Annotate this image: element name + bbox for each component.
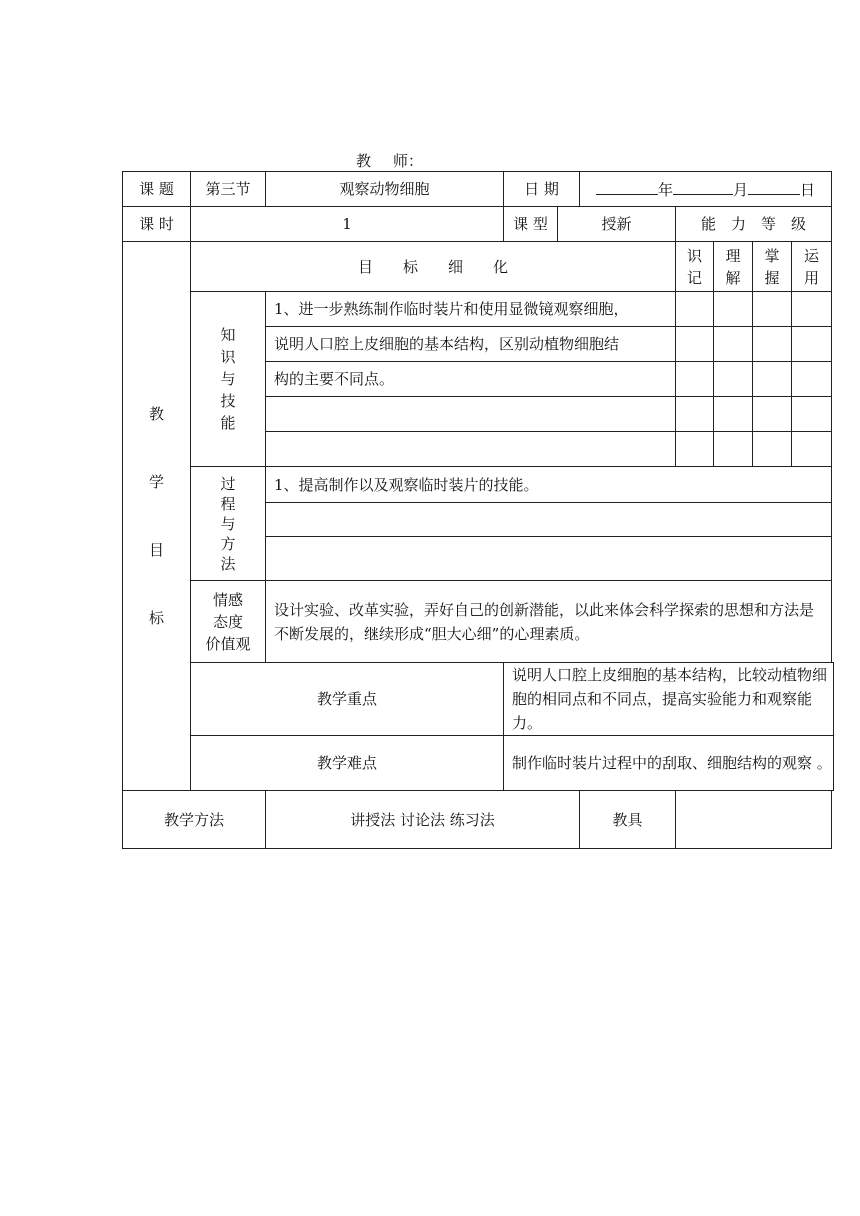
level-cell [714,362,753,397]
tools-label: 教具 [580,791,676,849]
topic-row [123,172,834,207]
process-char-2: 程 [220,494,236,513]
knowledge-char-3: 与 [220,370,236,388]
day-blank [748,178,800,195]
day-label: 日 [800,180,816,199]
emotion-text: 设计实验、改革实验，弄好自己的创新潜能，以此来体会科学探索的思想和方法是不断发展的，继续形成“胆大心细”的心理素质。 [266,581,832,663]
knowledge-row [123,292,834,327]
goal-char-1: 教 [148,405,164,423]
difficulties-text: 制作临时装片过程中的刮取、细胞结构的观察 。 [504,736,834,791]
process-line-2 [266,503,832,537]
level-cell [676,397,714,432]
month-blank [673,178,733,195]
level-cell [714,432,753,467]
type-value: 授新 [558,207,676,242]
knowledge-char-1: 知 [220,326,236,344]
level-cell [753,362,792,397]
process-line-1: 1、提高制作以及观察临时装片的技能。 [266,467,832,503]
knowledge-line-5 [266,432,676,467]
tools-value [676,791,832,849]
teacher-line [356,150,423,171]
level-recall: 识 记 [676,242,714,292]
ability-label: 能 力 等 级 [676,207,832,242]
teaching-goals-label [123,242,191,791]
key-points-label: 教学重点 [191,663,504,736]
methods-label: 教学方法 [123,791,266,849]
methods-text: 讲授法 讨论法 练习法 [266,791,580,849]
knowledge-char-5: 能 [220,414,236,432]
lesson-title: 观察动物细胞 [266,172,504,207]
knowledge-char-2: 识 [220,348,236,366]
emotion-label-1: 情感 [212,590,243,609]
key-points-text: 说明人口腔上皮细胞的基本结构，比较动植物细胞的相同点和不同点，提高实验能力和观察能力。 [504,663,834,736]
knowledge-line-4 [266,397,676,432]
level-cell [753,327,792,362]
date-field [580,172,832,207]
month-label: 月 [733,180,749,199]
period-label: 课 时 [123,207,191,242]
level-cell [676,432,714,467]
section-cell: 第三节 [191,172,266,207]
key-points-row [123,663,834,736]
level-cell [792,362,832,397]
knowledge-char-4: 技 [220,392,236,410]
process-char-5: 法 [220,554,236,573]
process-char-3: 与 [220,514,236,533]
emotion-row [123,581,834,663]
level-cell [714,292,753,327]
knowledge-label [191,292,266,467]
level-cell [753,292,792,327]
goal-char-2: 学 [148,473,164,491]
process-char-1: 过 [220,474,236,493]
level-cell [753,397,792,432]
detail-header: 目 标 细 化 [191,242,676,292]
level-cell [792,432,832,467]
process-char-4: 方 [220,534,236,553]
goal-char-3: 目 [148,541,164,559]
level-cell [676,362,714,397]
topic-label: 课 题 [123,172,191,207]
emotion-label-2: 态度 [212,612,243,631]
knowledge-line-1: 1、进一步熟练制作临时装片和使用显微镜观察细胞， [266,292,676,327]
level-understand: 理 解 [714,242,753,292]
level-cell [753,432,792,467]
level-cell [714,327,753,362]
knowledge-line-3: 构的主要不同点。 [266,362,676,397]
level-cell [792,292,832,327]
teacher-label: 教 [356,152,372,170]
emotion-label-3: 价值观 [205,634,251,653]
process-line-3 [266,537,832,581]
difficulties-label: 教学难点 [191,736,504,791]
date-label: 日 期 [504,172,580,207]
period-value: 1 [191,207,504,242]
goals-header-row [123,242,834,292]
year-label: 年 [657,180,673,199]
level-cell [792,327,832,362]
emotion-label [191,581,266,663]
level-cell [676,292,714,327]
year-blank [596,178,658,195]
level-apply: 运 用 [792,242,832,292]
goal-char-4: 标 [148,609,164,627]
process-row [123,467,834,503]
methods-row [123,791,834,849]
level-cell [676,327,714,362]
period-row [123,207,834,242]
level-master: 掌 握 [753,242,792,292]
process-label [191,467,266,581]
teacher-label-2: 师： [393,152,424,170]
knowledge-line-2: 说明人口腔上皮细胞的基本结构，区别动植物细胞结 [266,327,676,362]
type-label: 课 型 [504,207,558,242]
lesson-plan-table [122,171,834,849]
level-cell [714,397,753,432]
difficulties-row [123,736,834,791]
level-cell [792,397,832,432]
